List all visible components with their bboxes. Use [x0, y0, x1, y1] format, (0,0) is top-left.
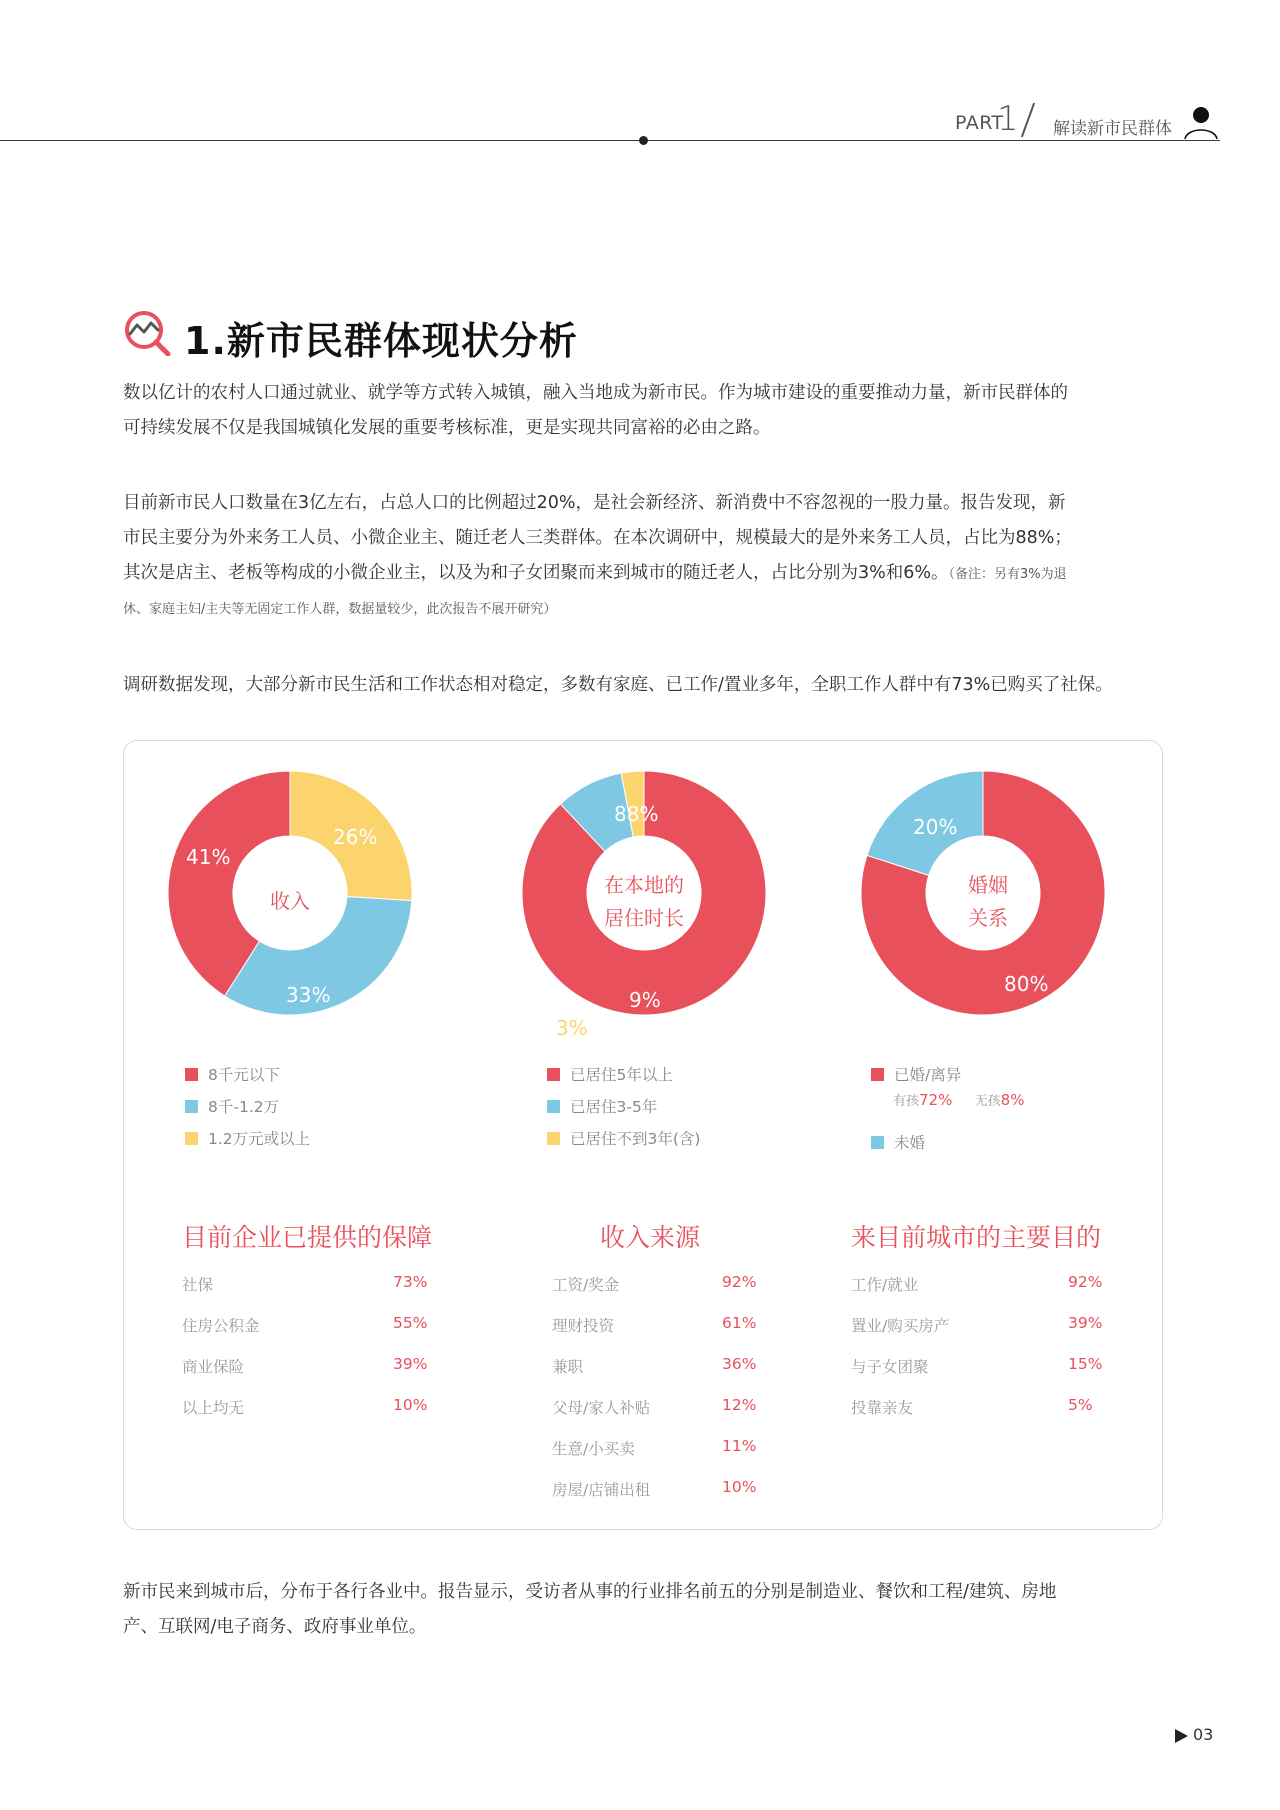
text-line: 市民主要分为外来务工人员、小微企业主、随迁老人三类群体。在本次调研中，规模最大的是外来务工人员，占比为88%；: [123, 528, 1072, 548]
legend-swatch: [185, 1100, 198, 1113]
slice-label: 26%: [333, 825, 378, 849]
row-value: 92%: [1068, 1273, 1103, 1291]
section-title: 1.新市民群体现状分析: [184, 319, 578, 363]
row-label: 工作/就业: [851, 1276, 919, 1294]
row-label: 置业/购买房产: [851, 1317, 950, 1335]
row-value: 36%: [722, 1355, 757, 1373]
donut-center-title: [594, 869, 694, 935]
row-label: 商业保险: [182, 1358, 245, 1376]
row-value: 61%: [722, 1314, 757, 1332]
part-label: PART: [955, 112, 1004, 134]
legend-swatch: [871, 1068, 884, 1081]
row-value: 5%: [1068, 1396, 1093, 1414]
row-label: 兼职: [552, 1358, 584, 1376]
legend-item: [871, 1063, 961, 1085]
legend-item: [547, 1063, 673, 1085]
legend-label: 8千-1.2万: [208, 1098, 280, 1116]
center-text: 收入: [270, 889, 310, 913]
legend-label: 已居住不到3年(含): [570, 1130, 701, 1148]
legend-swatch: [547, 1068, 560, 1081]
row-label: 父母/家人补贴: [552, 1399, 651, 1417]
slice-label: 9%: [629, 988, 661, 1012]
table-title-purpose: 来目前城市的主要目的: [851, 1223, 1102, 1252]
legend-item: [547, 1127, 700, 1149]
note-text: （备注：另有3%为退: [948, 567, 1067, 582]
donut-center-title: [938, 869, 1038, 935]
legend-label: 8千元以下: [208, 1066, 280, 1084]
row-value: 39%: [393, 1355, 428, 1373]
legend-swatch: [871, 1136, 884, 1149]
text-span: 其次是店主、老板等构成的小微企业主，以及为和子女团聚而来到城市的随迁老人，占比分别为3%和6%。: [123, 563, 949, 583]
row-value: 10%: [722, 1478, 757, 1496]
row-value: 73%: [393, 1273, 428, 1291]
row-label: 以上均无: [182, 1399, 245, 1417]
note-text: 休、家庭主妇/主夫等无固定工作人群，数据量较少，此次报告不展开研究）: [123, 602, 557, 617]
sub-value: 72%: [919, 1091, 953, 1109]
text-line: 可持续发展不仅是我国城镇化发展的重要考核标准，更是实现共同富裕的必由之路。: [123, 418, 771, 438]
page-number: 03: [1193, 1725, 1214, 1744]
row-label: 投靠亲友: [851, 1399, 914, 1417]
table-title-benefits: 目前企业已提供的保障: [182, 1223, 433, 1252]
center-text: 在本地的: [604, 873, 684, 897]
row-label: 生意/小买卖: [552, 1440, 635, 1458]
table-title-income-source: 收入来源: [600, 1223, 701, 1252]
slice-label: 41%: [186, 845, 231, 869]
legend-swatch: [547, 1132, 560, 1145]
sub-value: 8%: [1000, 1091, 1025, 1109]
row-label: 理财投资: [552, 1317, 615, 1335]
center-text: 婚姻: [968, 873, 1008, 897]
legend-label: 已婚/离异: [894, 1066, 962, 1084]
row-label: 与子女团聚: [851, 1358, 929, 1376]
page-arrow-icon: [1175, 1729, 1188, 1743]
row-value: 92%: [722, 1273, 757, 1291]
legend-label: 已居住3-5年: [570, 1098, 658, 1116]
text-line: 新市民来到城市后，分布于各行各业中。报告显示，受访者从事的行业排名前五的分别是制造业、餐饮和工程/建筑、房地: [123, 1582, 1057, 1602]
sub-label: 无孩: [974, 1094, 1001, 1109]
slice-label: 3%: [556, 1016, 588, 1040]
row-value: 39%: [1068, 1314, 1103, 1332]
donut-center-title: [240, 885, 340, 918]
legend-item: [185, 1095, 279, 1117]
row-label: 工资/奖金: [552, 1276, 620, 1294]
legend-label: 未婚: [894, 1134, 926, 1152]
row-label: 社保: [182, 1276, 214, 1294]
slice-label: 33%: [286, 983, 331, 1007]
row-value: 12%: [722, 1396, 757, 1414]
part-number: 1: [997, 99, 1019, 139]
slice-label: 80%: [1004, 972, 1049, 996]
row-label: 住房公积金: [182, 1317, 260, 1335]
row-value: 10%: [393, 1396, 428, 1414]
row-value: 11%: [722, 1437, 757, 1455]
slice-label: 88%: [614, 802, 659, 826]
sub-label: 有孩: [893, 1094, 920, 1109]
row-label: 房屋/店铺出租: [552, 1481, 651, 1499]
text-line: 数以亿计的农村人口通过就业、就学等方式转入城镇，融入当地成为新市民。作为城市建设的重要推动力量，新市民群体的: [123, 383, 1068, 403]
legend-item: [871, 1131, 925, 1153]
paragraph-industries: [123, 1575, 1168, 1645]
legend-item: [547, 1095, 657, 1117]
row-value: 55%: [393, 1314, 428, 1332]
legend-sub-breakdown: [893, 1090, 1024, 1109]
slice-label: 20%: [913, 815, 958, 839]
center-text: 居住时长: [604, 906, 684, 930]
text-line: 目前新市民人口数量在3亿左右，占总人口的比例超过20%，是社会新经济、新消费中不容忽视的一股力量。报告发现，新: [123, 493, 1066, 513]
center-text: 关系: [968, 906, 1008, 930]
legend-swatch: [185, 1132, 198, 1145]
legend-item: [185, 1063, 280, 1085]
part-title: 解读新市民群体: [1053, 119, 1172, 139]
legend-label: 1.2万元或以上: [208, 1130, 311, 1148]
text-line: 产、互联网/电子商务、政府事业单位。: [123, 1617, 427, 1637]
legend-swatch: [547, 1100, 560, 1113]
legend-label: 已居住5年以上: [570, 1066, 673, 1084]
text-line: 调研数据发现，大部分新市民生活和工作状态相对稳定，多数有家庭、已工作/置业多年，全职工作人群中有73%已购买了社保。: [123, 675, 1113, 695]
legend-swatch: [185, 1068, 198, 1081]
legend-item: [185, 1127, 310, 1149]
row-value: 15%: [1068, 1355, 1103, 1373]
